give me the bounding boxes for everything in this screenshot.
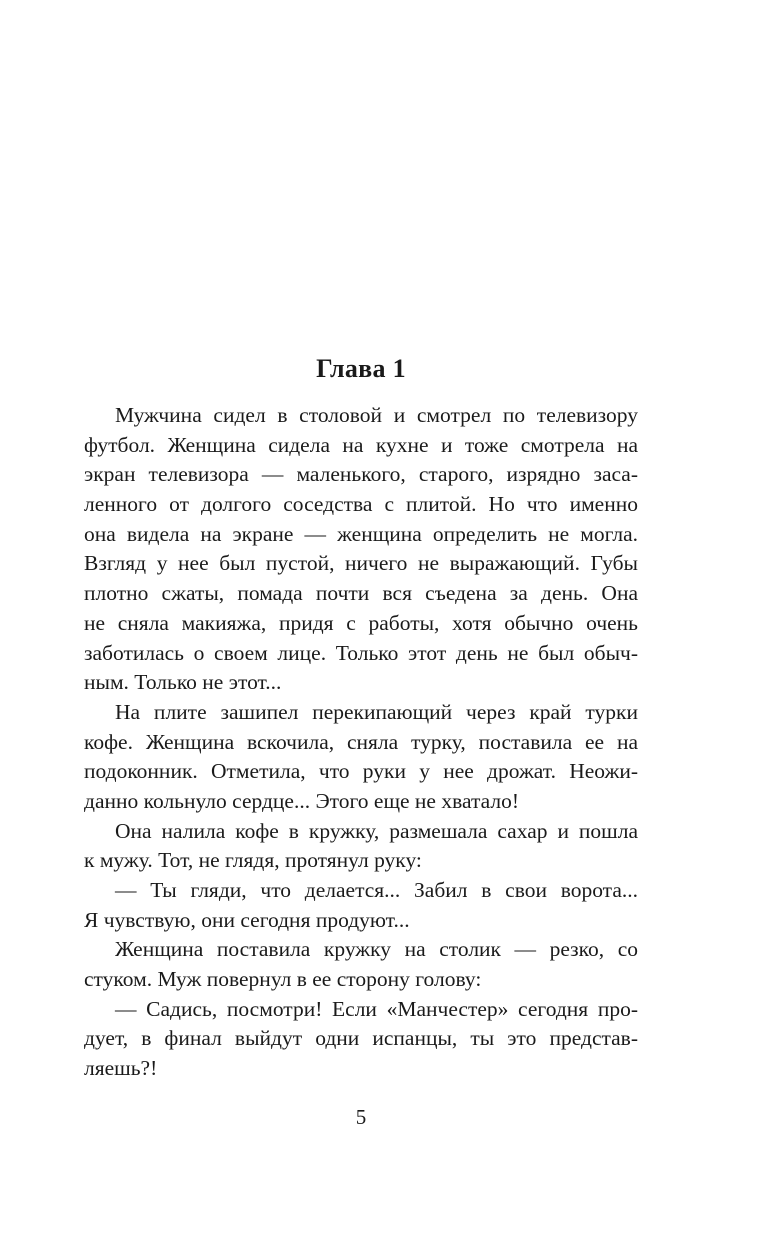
text-line: заботилась о своем лице. Только этот день не был обыч- (84, 640, 638, 665)
text-line: данно кольнуло сердце... Этого еще не хватало! (84, 788, 519, 813)
text-line: кофе. Женщина вскочила, сняла турку, поставила ее на (84, 729, 638, 754)
text-line: она видела на экране — женщина определить не могла. (84, 521, 638, 546)
text-line: ленного от долгого соседства с плитой. Но что именно (84, 492, 638, 517)
dialogue-line: — Садись, посмотри! Если «Манчестер» сегодня про- (115, 996, 638, 1021)
text-line: стуком. Муж повернул в ее сторону голову: (84, 967, 482, 992)
text-line: На плите зашипел перекипающий через край турки (115, 699, 638, 724)
text-line: Женщина поставила кружку на столик — резко, со (115, 937, 638, 962)
dialogue-line: — Ты гляди, что делается... Забил в свои ворота... (115, 878, 638, 902)
text-line: не сняла макияжа, придя с работы, хотя обычно очень (84, 610, 638, 635)
chapter-body (84, 401, 638, 1084)
text-line: футбол. Женщина сидела на кухне и тоже смотрела на (84, 432, 638, 457)
dialogue-line: ляешь?! (84, 1056, 158, 1081)
text-line: подоконник. Отметила, что руки у нее дрожат. Неожи- (84, 759, 638, 784)
text-line: плотно сжаты, помада почти вся съедена за день. Она (84, 581, 638, 606)
text-line: экран телевизора — маленького, старого, изрядно заса- (84, 462, 638, 487)
dialogue-line: дует, в финал выйдут одни испанцы, ты это представ- (84, 1026, 638, 1051)
page-number: 5 (355, 1105, 367, 1129)
dialogue-line: Я чувствую, они сегодня продуют... (84, 907, 410, 932)
text-line: Она налила кофе в кружку, размешала сахар и пошла (115, 818, 638, 843)
text-line: Мужчина сидел в столовой и смотрел по телевизору (115, 403, 638, 427)
text-line: к мужу. Тот, не глядя, протянул руку: (84, 848, 422, 873)
chapter-title: Глава 1 (316, 354, 406, 383)
text-line: Взгляд у нее был пустой, ничего не выражающий. Губы (84, 551, 638, 576)
text-line: ным. Только не этот... (84, 670, 282, 695)
